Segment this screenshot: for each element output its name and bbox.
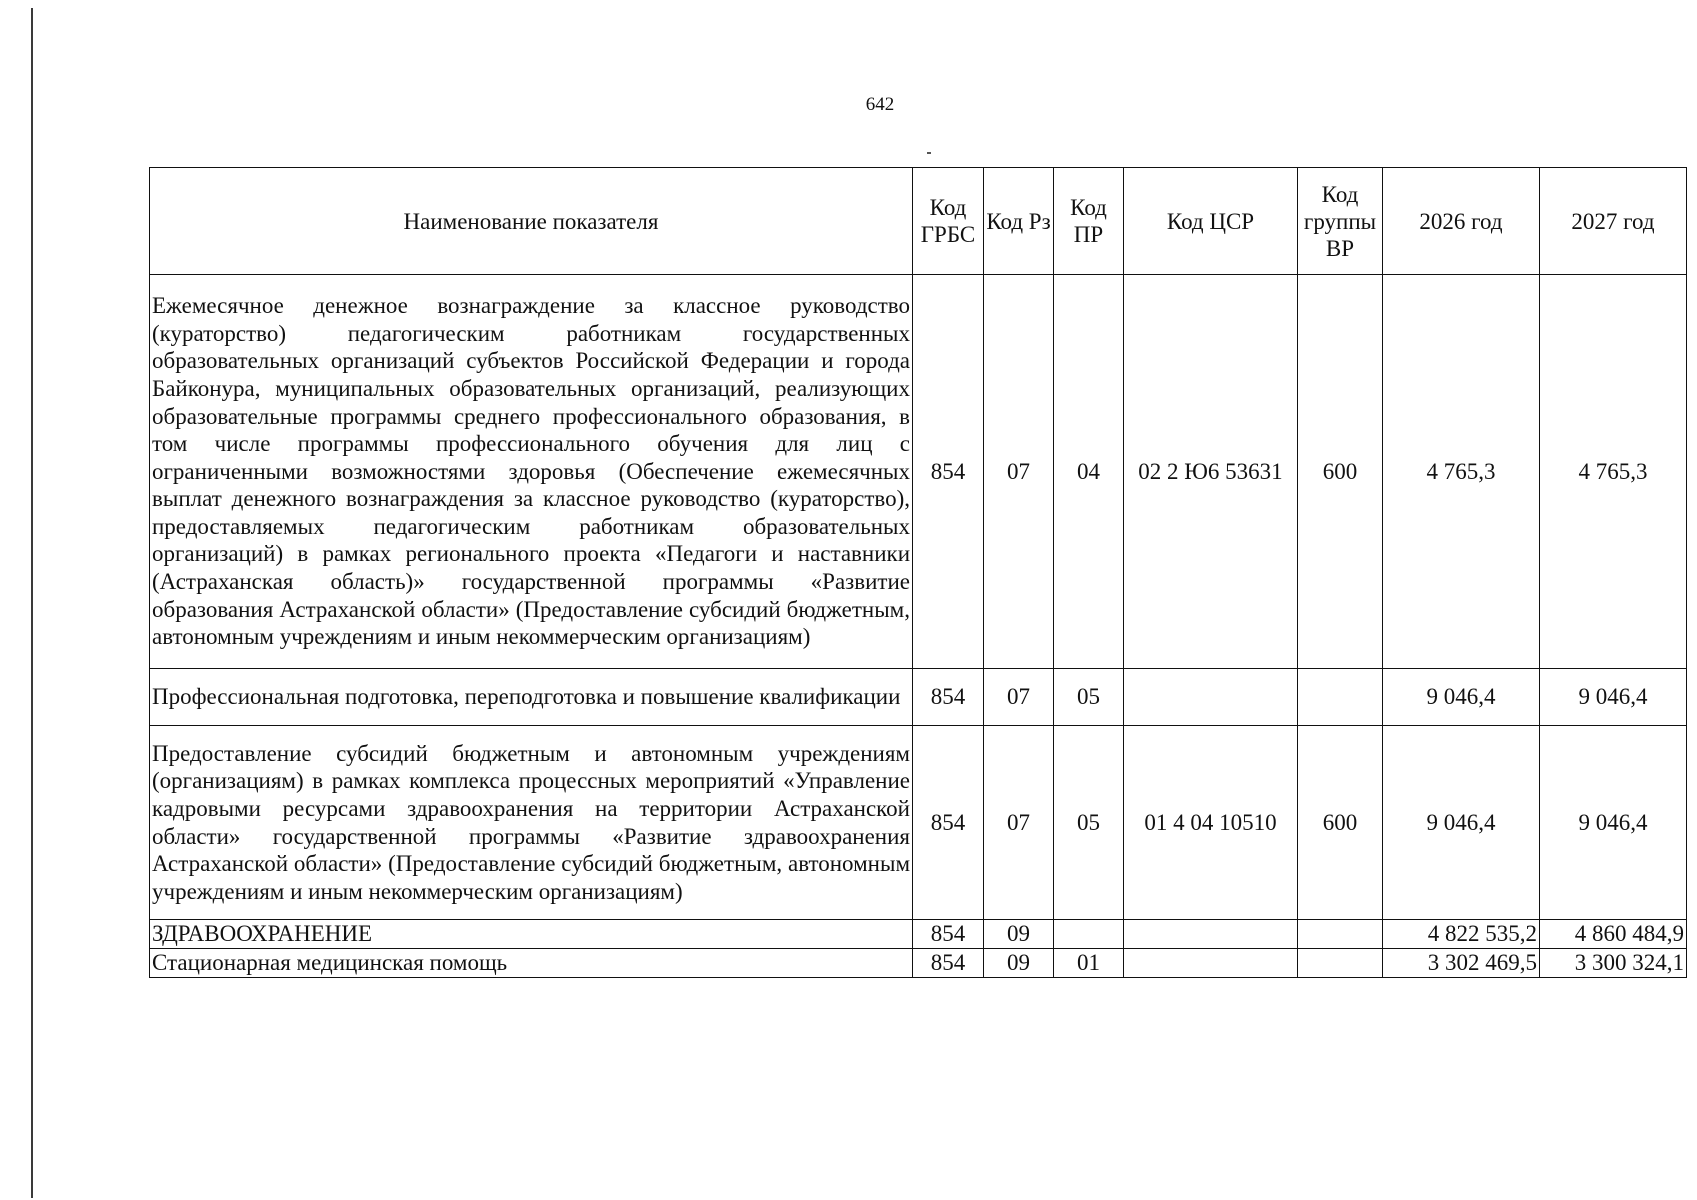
- row-pr: 01: [1054, 949, 1124, 978]
- row-name-text: Ежемесячное денежное вознаграждение за классное руководство (кураторство) педагогическим работникам государственных образовательных организаций субъектов Российской Федерации и города Байконура, муниципальных образовательных организаций, реализующих образовательные программы среднего профессионального образования, в том числе программы профессионального обучения для лиц с ограниченными возможностями здоровья (Обеспечение ежемесячных выплат денежного вознаграждения за классное руководство (кураторство), предоставляемых педагогическим работникам образовательных организаций) в рамках регионального проекта «Педагоги и наставники (Астраханская область)» государственной программы «Развитие образования Астраханской области» (Предоставление субсидий бюджетным, автономным учреждениям и иным некоммерческим организациям): [152, 293, 910, 650]
- table-row: [150, 949, 1687, 978]
- row-grbs: 854: [913, 726, 984, 920]
- row-name: [150, 726, 913, 920]
- row-rz: 07: [984, 726, 1054, 920]
- table-row: [150, 669, 1687, 726]
- row-2026: 4 765,3: [1383, 275, 1540, 669]
- row-2026: 4 822 535,2: [1383, 920, 1540, 949]
- row-vr: [1298, 920, 1383, 949]
- row-csr: [1124, 920, 1298, 949]
- row-2026: 3 302 469,5: [1383, 949, 1540, 978]
- header-vr: Код группы ВР: [1298, 168, 1383, 275]
- header-2026: 2026 год: [1383, 168, 1540, 275]
- header-csr: Код ЦСР: [1124, 168, 1298, 275]
- row-csr: 01 4 04 10510: [1124, 726, 1298, 920]
- header-rz: Код Рз: [984, 168, 1054, 275]
- row-name-text: ЗДРАВООХРАНЕНИЕ: [152, 921, 373, 947]
- header-pr: Код ПР: [1054, 168, 1124, 275]
- row-grbs: 854: [913, 920, 984, 949]
- header-grbs: Код ГРБС: [913, 168, 984, 275]
- row-2027: 9 046,4: [1540, 669, 1687, 726]
- row-vr: [1298, 669, 1383, 726]
- row-pr: 05: [1054, 669, 1124, 726]
- row-pr: 05: [1054, 726, 1124, 920]
- table-row: [150, 920, 1687, 949]
- row-rz: 09: [984, 920, 1054, 949]
- margin-line: [31, 8, 33, 1198]
- row-vr: 600: [1298, 726, 1383, 920]
- row-csr: [1124, 669, 1298, 726]
- row-name: [150, 669, 913, 726]
- header-2027: 2027 год: [1540, 168, 1687, 275]
- row-grbs: 854: [913, 669, 984, 726]
- row-2027: 4 860 484,9: [1540, 920, 1687, 949]
- row-2027: 3 300 324,1: [1540, 949, 1687, 978]
- row-grbs: 854: [913, 949, 984, 978]
- row-2027: 4 765,3: [1540, 275, 1687, 669]
- row-2027: 9 046,4: [1540, 726, 1687, 920]
- page-number: 642: [865, 94, 895, 115]
- row-2026: 9 046,4: [1383, 669, 1540, 726]
- table-row: [150, 275, 1687, 669]
- header-name: Наименование показателя: [150, 168, 913, 275]
- row-name: [150, 920, 913, 949]
- row-pr: 04: [1054, 275, 1124, 669]
- table-header-row: [150, 168, 1687, 275]
- row-csr: [1124, 949, 1298, 978]
- row-rz: 07: [984, 275, 1054, 669]
- row-name-text: Стационарная медицинская помощь: [152, 950, 508, 976]
- row-vr: 600: [1298, 275, 1383, 669]
- scan-dot: [927, 152, 931, 154]
- table-row: [150, 726, 1687, 920]
- budget-table: [149, 167, 1687, 978]
- row-name: [150, 275, 913, 669]
- row-name-text: Предоставление субсидий бюджетным и автономным учреждениям (организациям) в рамках комплекса процессных мероприятий «Управление кадровыми ресурсами здравоохранения на территории Астраханской области» государственной программы «Развитие здравоохранения Астраханской области» (Предоставление субсидий бюджетным, автономным учреждениям и иным некоммерческим организациям): [152, 740, 910, 904]
- row-pr: [1054, 920, 1124, 949]
- row-csr: 02 2 Ю6 53631: [1124, 275, 1298, 669]
- row-name: [150, 949, 913, 978]
- row-rz: 09: [984, 949, 1054, 978]
- row-grbs: 854: [913, 275, 984, 669]
- row-vr: [1298, 949, 1383, 978]
- row-2026: 9 046,4: [1383, 726, 1540, 920]
- row-rz: 07: [984, 669, 1054, 726]
- row-name-text: Профессиональная подготовка, переподготовка и повышение квалификации: [152, 684, 901, 710]
